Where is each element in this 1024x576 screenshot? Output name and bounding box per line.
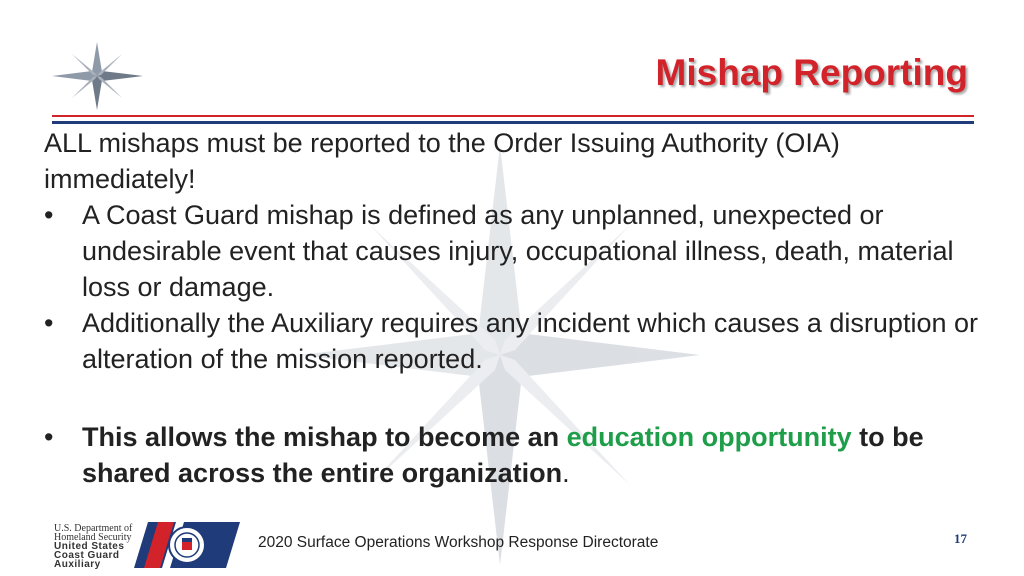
page-number: 17 <box>954 531 967 546</box>
coast-guard-emblem-icon <box>168 526 206 564</box>
highlight-text-before: This allows the mishap to become an <box>82 422 567 452</box>
highlight-period: . <box>562 458 570 488</box>
org-name <box>54 524 154 569</box>
org-line: Coast Guard <box>54 550 120 561</box>
slide-body <box>44 125 979 491</box>
title-divider-red <box>52 115 974 117</box>
lead-text: ALL mishaps must be reported to the Order Issuing Authority (OIA) immediately! <box>44 128 840 194</box>
bullet-text: A Coast Guard mishap is defined as any unplanned, unexpected or undesirable event that causes injury, occupational illness, death, material loss or damage. <box>82 200 954 302</box>
title-divider-navy <box>52 121 974 124</box>
highlight-emphasis: education opportunity <box>566 422 852 452</box>
compass-rose-icon <box>50 40 145 112</box>
org-line: U.S. Department of <box>54 523 133 534</box>
bullet-text: Additionally the Auxiliary requires any incident which causes a disruption or alteration of the mission reported. <box>82 308 978 374</box>
list-item-highlight <box>44 419 979 491</box>
bullet-marker: • <box>44 308 54 338</box>
page-title: Mishap Reporting <box>655 52 968 93</box>
org-line: Homeland Security <box>54 532 132 543</box>
list-item <box>44 197 979 305</box>
footer-text: 2020 Surface Operations Workshop Response Directorate <box>258 534 659 551</box>
bullet-marker: • <box>44 200 54 230</box>
bullet-marker: • <box>44 422 54 452</box>
highlight-text-after: to be shared across the entire organization <box>82 422 924 488</box>
list-item <box>44 305 979 377</box>
bullet-list <box>44 197 979 491</box>
org-line: United States <box>54 541 125 552</box>
org-line: Auxiliary <box>54 559 101 570</box>
